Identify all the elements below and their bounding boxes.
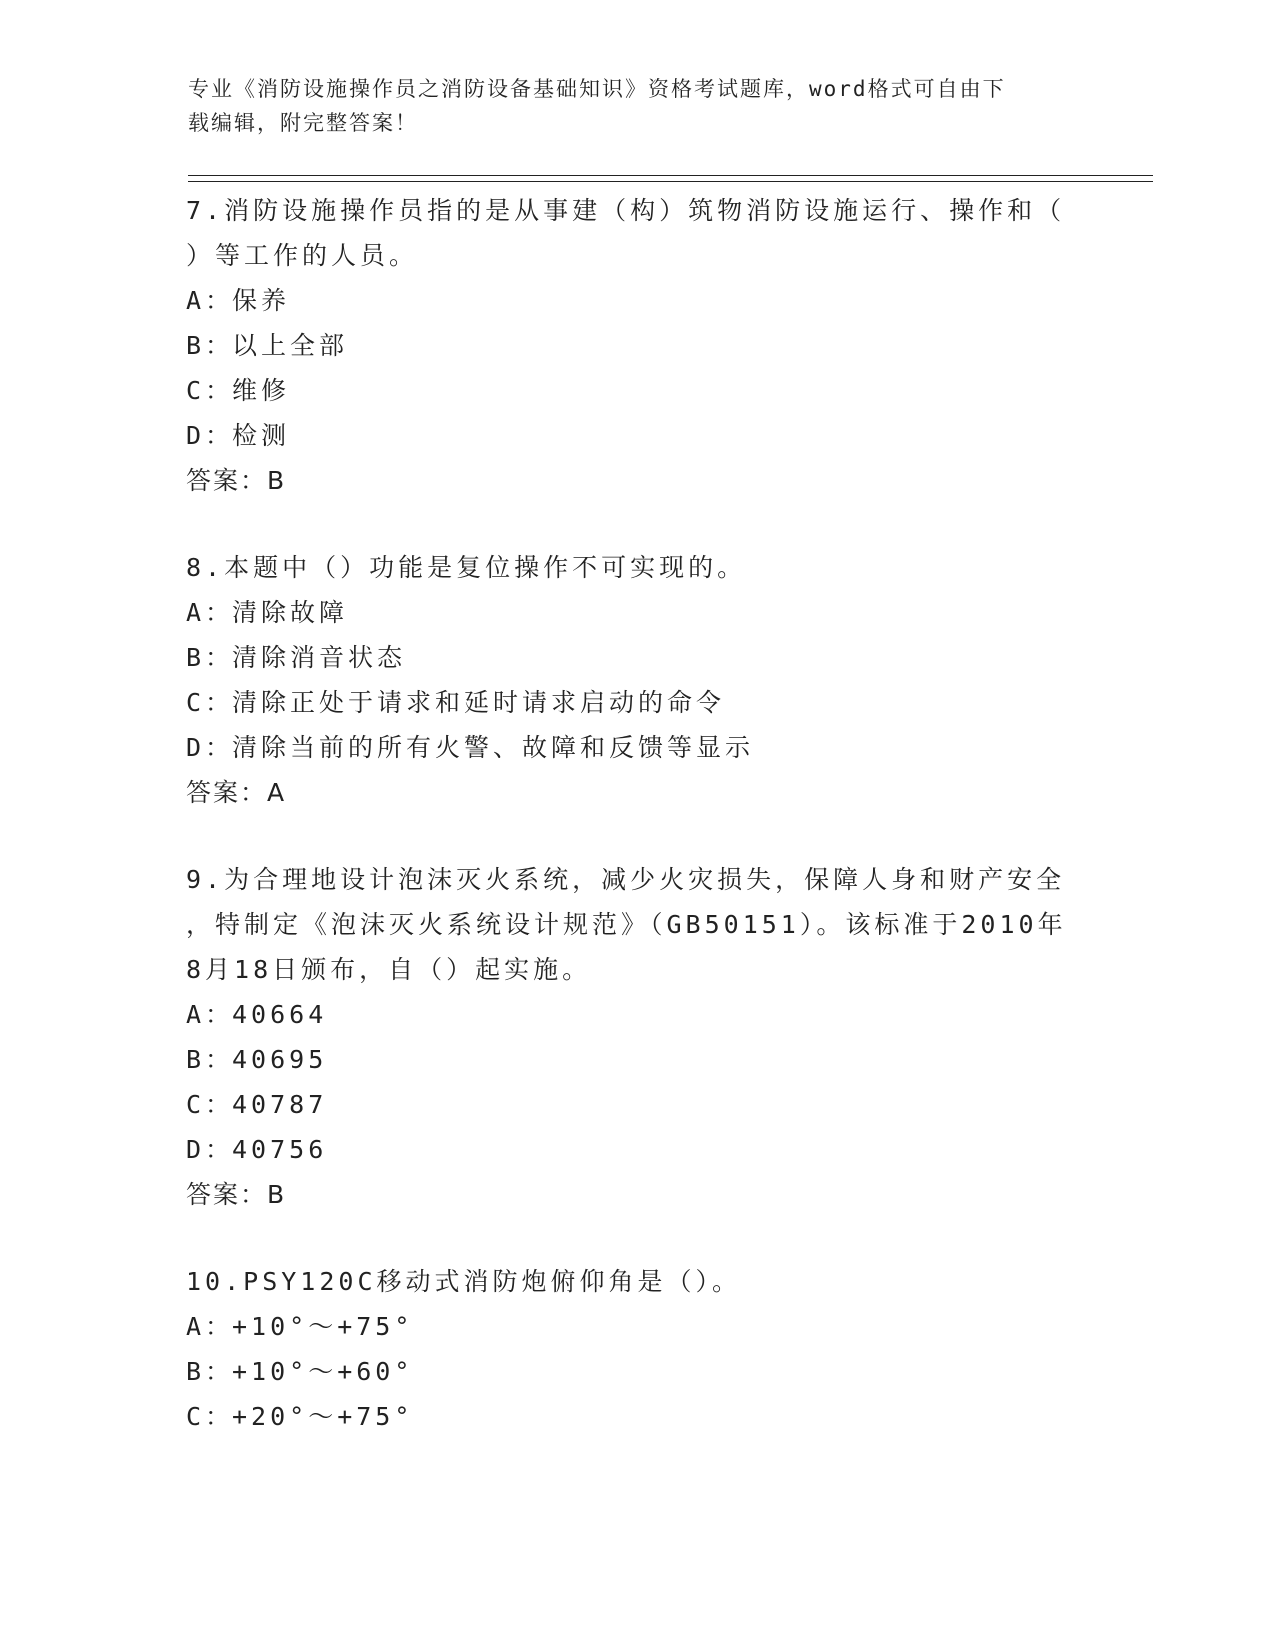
option-d <box>186 1127 1086 1172</box>
option-a <box>186 278 1086 323</box>
option-text: 清除当前的所有火警、故障和反馈等显示 <box>232 733 755 762</box>
option-b <box>186 635 1086 680</box>
header-divider-bottom <box>188 181 1153 182</box>
option-c <box>186 1082 1086 1127</box>
question-stem-line: 9.为合理地设计泡沫灭火系统，减少火灾损失，保障人身和财产安全 <box>186 865 1066 894</box>
document-header <box>188 72 1088 140</box>
option-text: 清除消音状态 <box>232 643 407 672</box>
option-key: B： <box>186 1045 235 1074</box>
option-key: A： <box>186 1000 235 1029</box>
option-key: D： <box>186 1135 235 1164</box>
option-text: 清除正处于请求和延时请求启动的命令 <box>232 688 726 717</box>
option-text: 维修 <box>232 376 291 405</box>
question-stem-line: 8月18日颁布，自（）起实施。 <box>186 955 592 984</box>
option-text: +20°～+75° <box>232 1402 414 1431</box>
option-text: 40756 <box>232 1135 328 1164</box>
answer-line: 答案：B <box>186 466 287 495</box>
question-item <box>186 188 1086 503</box>
option-key: D： <box>186 733 235 762</box>
option-key: B： <box>186 331 235 360</box>
option-b <box>186 1349 1086 1394</box>
option-text: 40787 <box>232 1090 328 1119</box>
question-list <box>186 188 1086 1481</box>
question-item <box>186 545 1086 815</box>
option-key: A： <box>186 598 235 627</box>
option-key: B： <box>186 643 235 672</box>
option-c <box>186 1394 1086 1439</box>
option-text: 检测 <box>232 421 291 450</box>
header-line-2: 载编辑，附完整答案！ <box>188 111 418 135</box>
question-stem-line: ）等工作的人员。 <box>186 241 419 270</box>
option-text: 40664 <box>232 1000 328 1029</box>
option-key: B： <box>186 1357 235 1386</box>
option-d <box>186 413 1086 458</box>
question-stem-line: 10.PSY120C移动式消防炮俯仰角是（）。 <box>186 1267 742 1296</box>
option-c <box>186 368 1086 413</box>
option-text: +10°～+75° <box>232 1312 414 1341</box>
option-text: 以上全部 <box>232 331 349 360</box>
answer-line: 答案：A <box>186 778 287 807</box>
option-c <box>186 680 1086 725</box>
option-key: A： <box>186 286 235 315</box>
option-d <box>186 725 1086 770</box>
question-stem-line: ，特制定《泡沫灭火系统设计规范》（GB50151）。该标准于2010年 <box>186 910 1067 939</box>
option-a <box>186 1304 1086 1349</box>
option-key: C： <box>186 1090 235 1119</box>
header-divider-top <box>188 175 1153 176</box>
answer-line: 答案：B <box>186 1180 287 1209</box>
option-text: 清除故障 <box>232 598 349 627</box>
option-key: C： <box>186 1402 235 1431</box>
header-line-1: 专业《消防设施操作员之消防设备基础知识》资格考试题库，word格式可自由下 <box>188 77 1006 101</box>
option-a <box>186 590 1086 635</box>
option-a <box>186 992 1086 1037</box>
option-text: 40695 <box>232 1045 328 1074</box>
question-stem-line: 7.消防设施操作员指的是从事建（构）筑物消防设施运行、操作和（ <box>186 196 1066 225</box>
option-key: C： <box>186 376 235 405</box>
option-key: D： <box>186 421 235 450</box>
option-b <box>186 323 1086 368</box>
question-stem-line: 8.本题中（）功能是复位操作不可实现的。 <box>186 553 747 582</box>
option-b <box>186 1037 1086 1082</box>
option-text: +10°～+60° <box>232 1357 414 1386</box>
option-text: 保养 <box>232 286 291 315</box>
option-key: A： <box>186 1312 235 1341</box>
question-item <box>186 857 1086 1217</box>
option-key: C： <box>186 688 235 717</box>
question-item <box>186 1259 1086 1439</box>
